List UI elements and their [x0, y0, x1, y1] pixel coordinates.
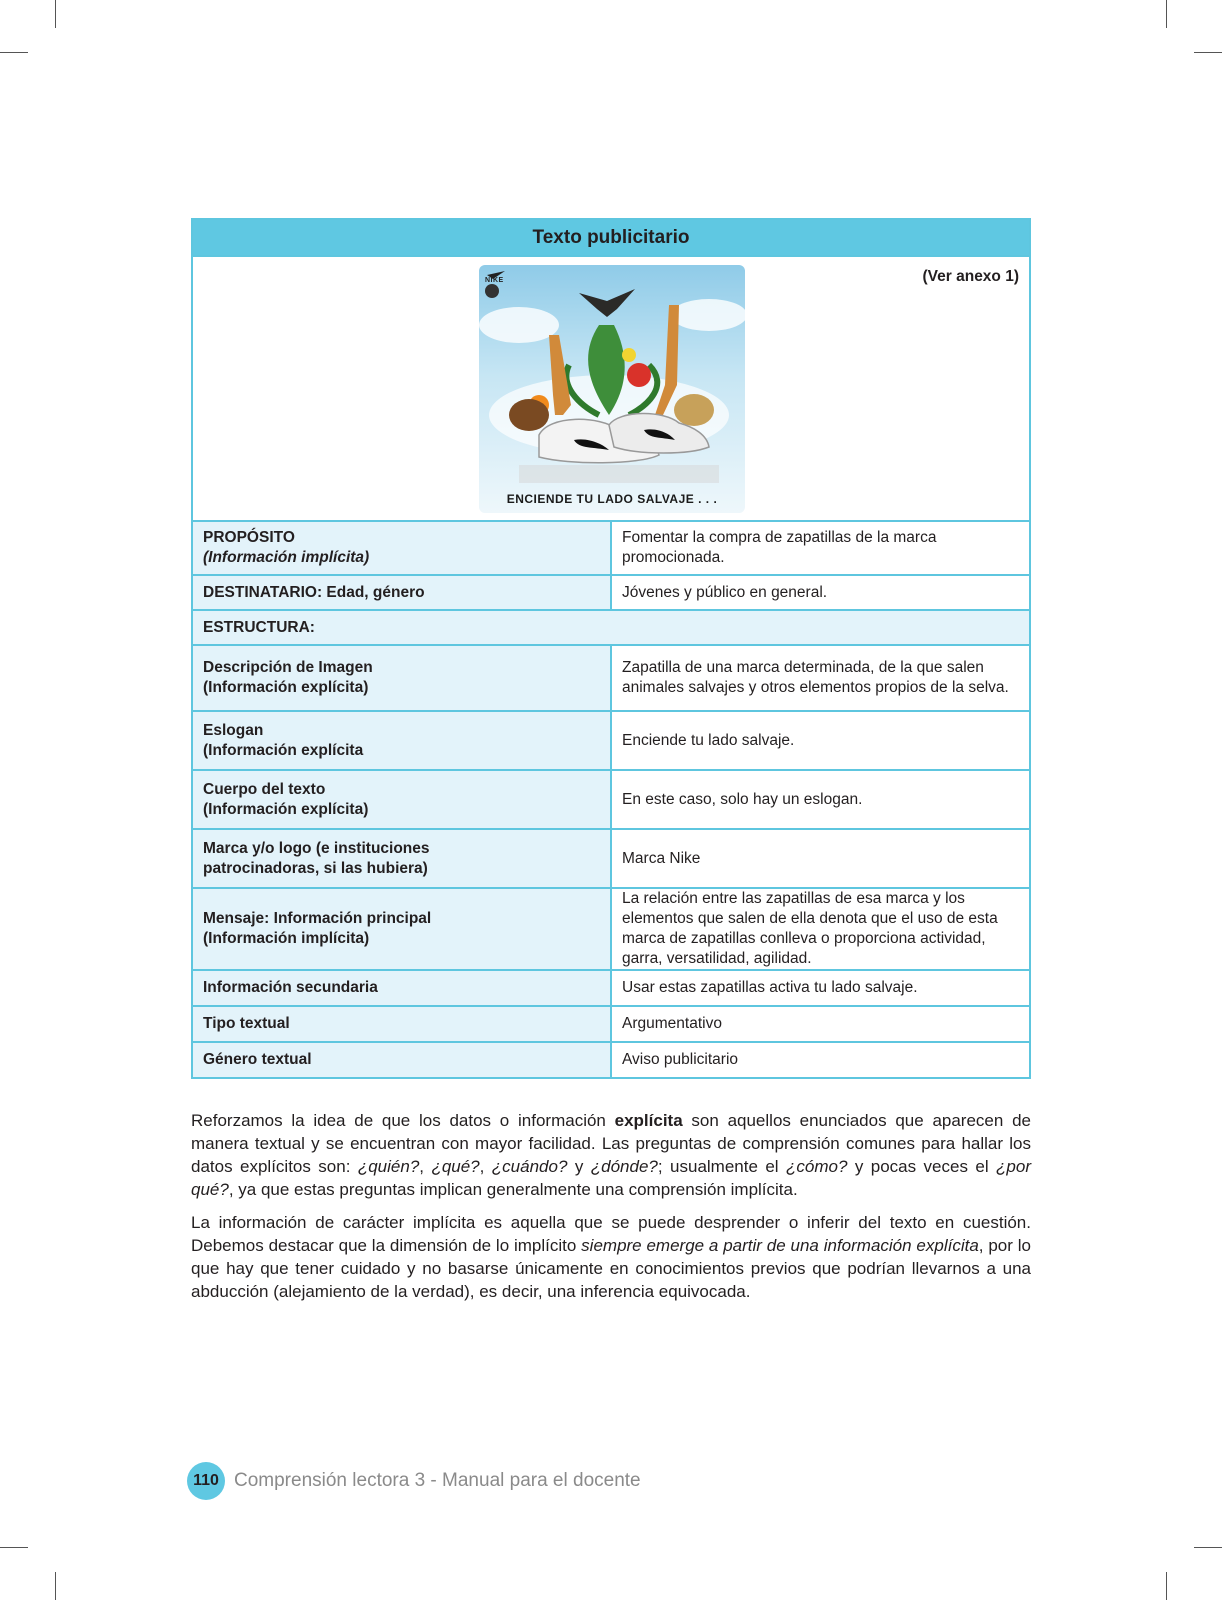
- row-label: [192, 829, 611, 888]
- label-note: (Información implícita): [203, 549, 370, 566]
- page-footer: [187, 1462, 641, 1500]
- row-label: [192, 645, 611, 711]
- row-value: Zapatilla de una marca determinada, de la que salen animales salvajes y otros elementos propios de la selva.: [611, 645, 1030, 711]
- label-line: Eslogan: [203, 721, 264, 739]
- text-run: son aquellos enunciados que aparecen de manera textual y se encuentran con mayor facilidad. Las preguntas de comprensión comunes para hallar los datos explícitos son:: [191, 1111, 1031, 1176]
- label-line: Descripción de Imagen: [203, 659, 373, 676]
- ad-slogan: ENCIENDE TU LADO SALVAJE . . .: [506, 492, 718, 506]
- row-value: Enciende tu lado salvaje.: [611, 711, 1030, 770]
- page-number: 110: [187, 1462, 225, 1500]
- label-line: Mensaje: Información principal: [203, 910, 432, 927]
- crop-mark: [1194, 52, 1222, 53]
- crop-mark: [1166, 0, 1167, 28]
- row-label: [192, 770, 611, 829]
- section-heading: ESTRUCTURA:: [192, 610, 1030, 645]
- row-value: Jóvenes y público en general.: [611, 575, 1030, 610]
- annex-reference: (Ver anexo 1): [922, 268, 1019, 285]
- table-row: [192, 1042, 1030, 1078]
- ad-image-cell: [192, 256, 1030, 521]
- text-run: y pocas veces el: [847, 1157, 997, 1176]
- table-row: [192, 770, 1030, 829]
- nike-logo-text: NIKE: [485, 277, 504, 284]
- question-term: ¿qué?: [431, 1157, 480, 1176]
- label-line: Cuerpo del texto: [203, 780, 326, 798]
- label-note: (Información explícita): [203, 679, 369, 696]
- row-label: [192, 888, 611, 970]
- table-row: [192, 711, 1030, 770]
- question-term: ¿cuándo?: [491, 1157, 568, 1176]
- row-label: Género textual: [192, 1042, 611, 1078]
- text-run: ,: [419, 1157, 432, 1176]
- paragraph-explicit: [191, 1109, 1031, 1201]
- text-run: Reforzamos la idea de que los datos o información: [191, 1111, 615, 1130]
- table-row: [192, 610, 1030, 645]
- emphasis-italic: siempre emerge a partir de una información explícita: [581, 1236, 979, 1255]
- label-note: (Información implícita): [203, 930, 370, 947]
- table-row: [192, 888, 1030, 970]
- crop-mark: [1194, 1547, 1222, 1548]
- question-term: ¿quién?: [357, 1157, 420, 1176]
- table-row: [192, 829, 1030, 888]
- row-value: Aviso publicitario: [611, 1042, 1030, 1078]
- table-row: [192, 575, 1030, 610]
- text-run: La información de carácter implícita es aquella que se puede desprender o inferir del texto en cuestión. Debemos destacar que la dimensión de lo implícito: [191, 1213, 1031, 1255]
- table-title: Texto publicitario: [192, 219, 1030, 256]
- crop-mark: [55, 1572, 56, 1600]
- table-row: [192, 1006, 1030, 1042]
- crop-mark: [55, 0, 56, 28]
- table-row: [192, 521, 1030, 575]
- ad-image: [479, 265, 745, 513]
- label-note: patrocinadoras, si las hubiera): [203, 859, 428, 877]
- label-note: (Información explícita: [203, 741, 364, 759]
- question-term: ¿dónde?: [590, 1157, 658, 1176]
- ad-illustration: [479, 265, 745, 513]
- crop-mark: [0, 1547, 28, 1548]
- table-row: [192, 970, 1030, 1006]
- row-label: DESTINATARIO: Edad, género: [192, 575, 611, 610]
- label-line: PROPÓSITO: [203, 529, 295, 546]
- row-value: La relación entre las zapatillas de esa marca y los elementos que salen de ella denota que el uso de esta marca de zapatillas conlleva o proporciona actividad, garra, versatilidad, agilidad.: [611, 888, 1030, 970]
- row-value: Marca Nike: [611, 829, 1030, 888]
- row-value: Fomentar la compra de zapatillas de la marca promocionada.: [611, 521, 1030, 575]
- row-label: Información secundaria: [192, 970, 611, 1006]
- row-value: Usar estas zapatillas activa tu lado salvaje.: [611, 970, 1030, 1006]
- row-label: [192, 521, 611, 575]
- row-value: En este caso, solo hay un eslogan.: [611, 770, 1030, 829]
- label-line: Marca y/o logo (e instituciones: [203, 839, 430, 857]
- ad-analysis-table: [191, 218, 1031, 1079]
- paragraph-implicit: [191, 1211, 1031, 1303]
- text-run: , ya que estas preguntas implican generalmente una comprensión implícita.: [228, 1180, 798, 1199]
- text-run: ,: [479, 1157, 492, 1176]
- crop-mark: [1166, 1572, 1167, 1600]
- text-run: y: [567, 1157, 591, 1176]
- book-title: Comprensión lectora 3 - Manual para el docente: [234, 1470, 641, 1491]
- row-value: Argumentativo: [611, 1006, 1030, 1042]
- label-note: (Información explícita): [203, 800, 369, 818]
- question-term: ¿cómo?: [786, 1157, 848, 1176]
- question-term: ¿por qué?: [191, 1157, 1031, 1199]
- row-label: [192, 711, 611, 770]
- crop-mark: [0, 52, 28, 53]
- row-label: Tipo textual: [192, 1006, 611, 1042]
- emphasis-bold: explícita: [614, 1111, 683, 1130]
- text-run: , por lo que hay que tener cuidado y no basarse únicamente en conocimientos previos que podrían llevarnos a una abducción (alejamiento de la verdad), es decir, una inferencia equivocada.: [191, 1236, 1031, 1301]
- table-row: [192, 645, 1030, 711]
- text-run: ; usualmente el: [657, 1157, 786, 1176]
